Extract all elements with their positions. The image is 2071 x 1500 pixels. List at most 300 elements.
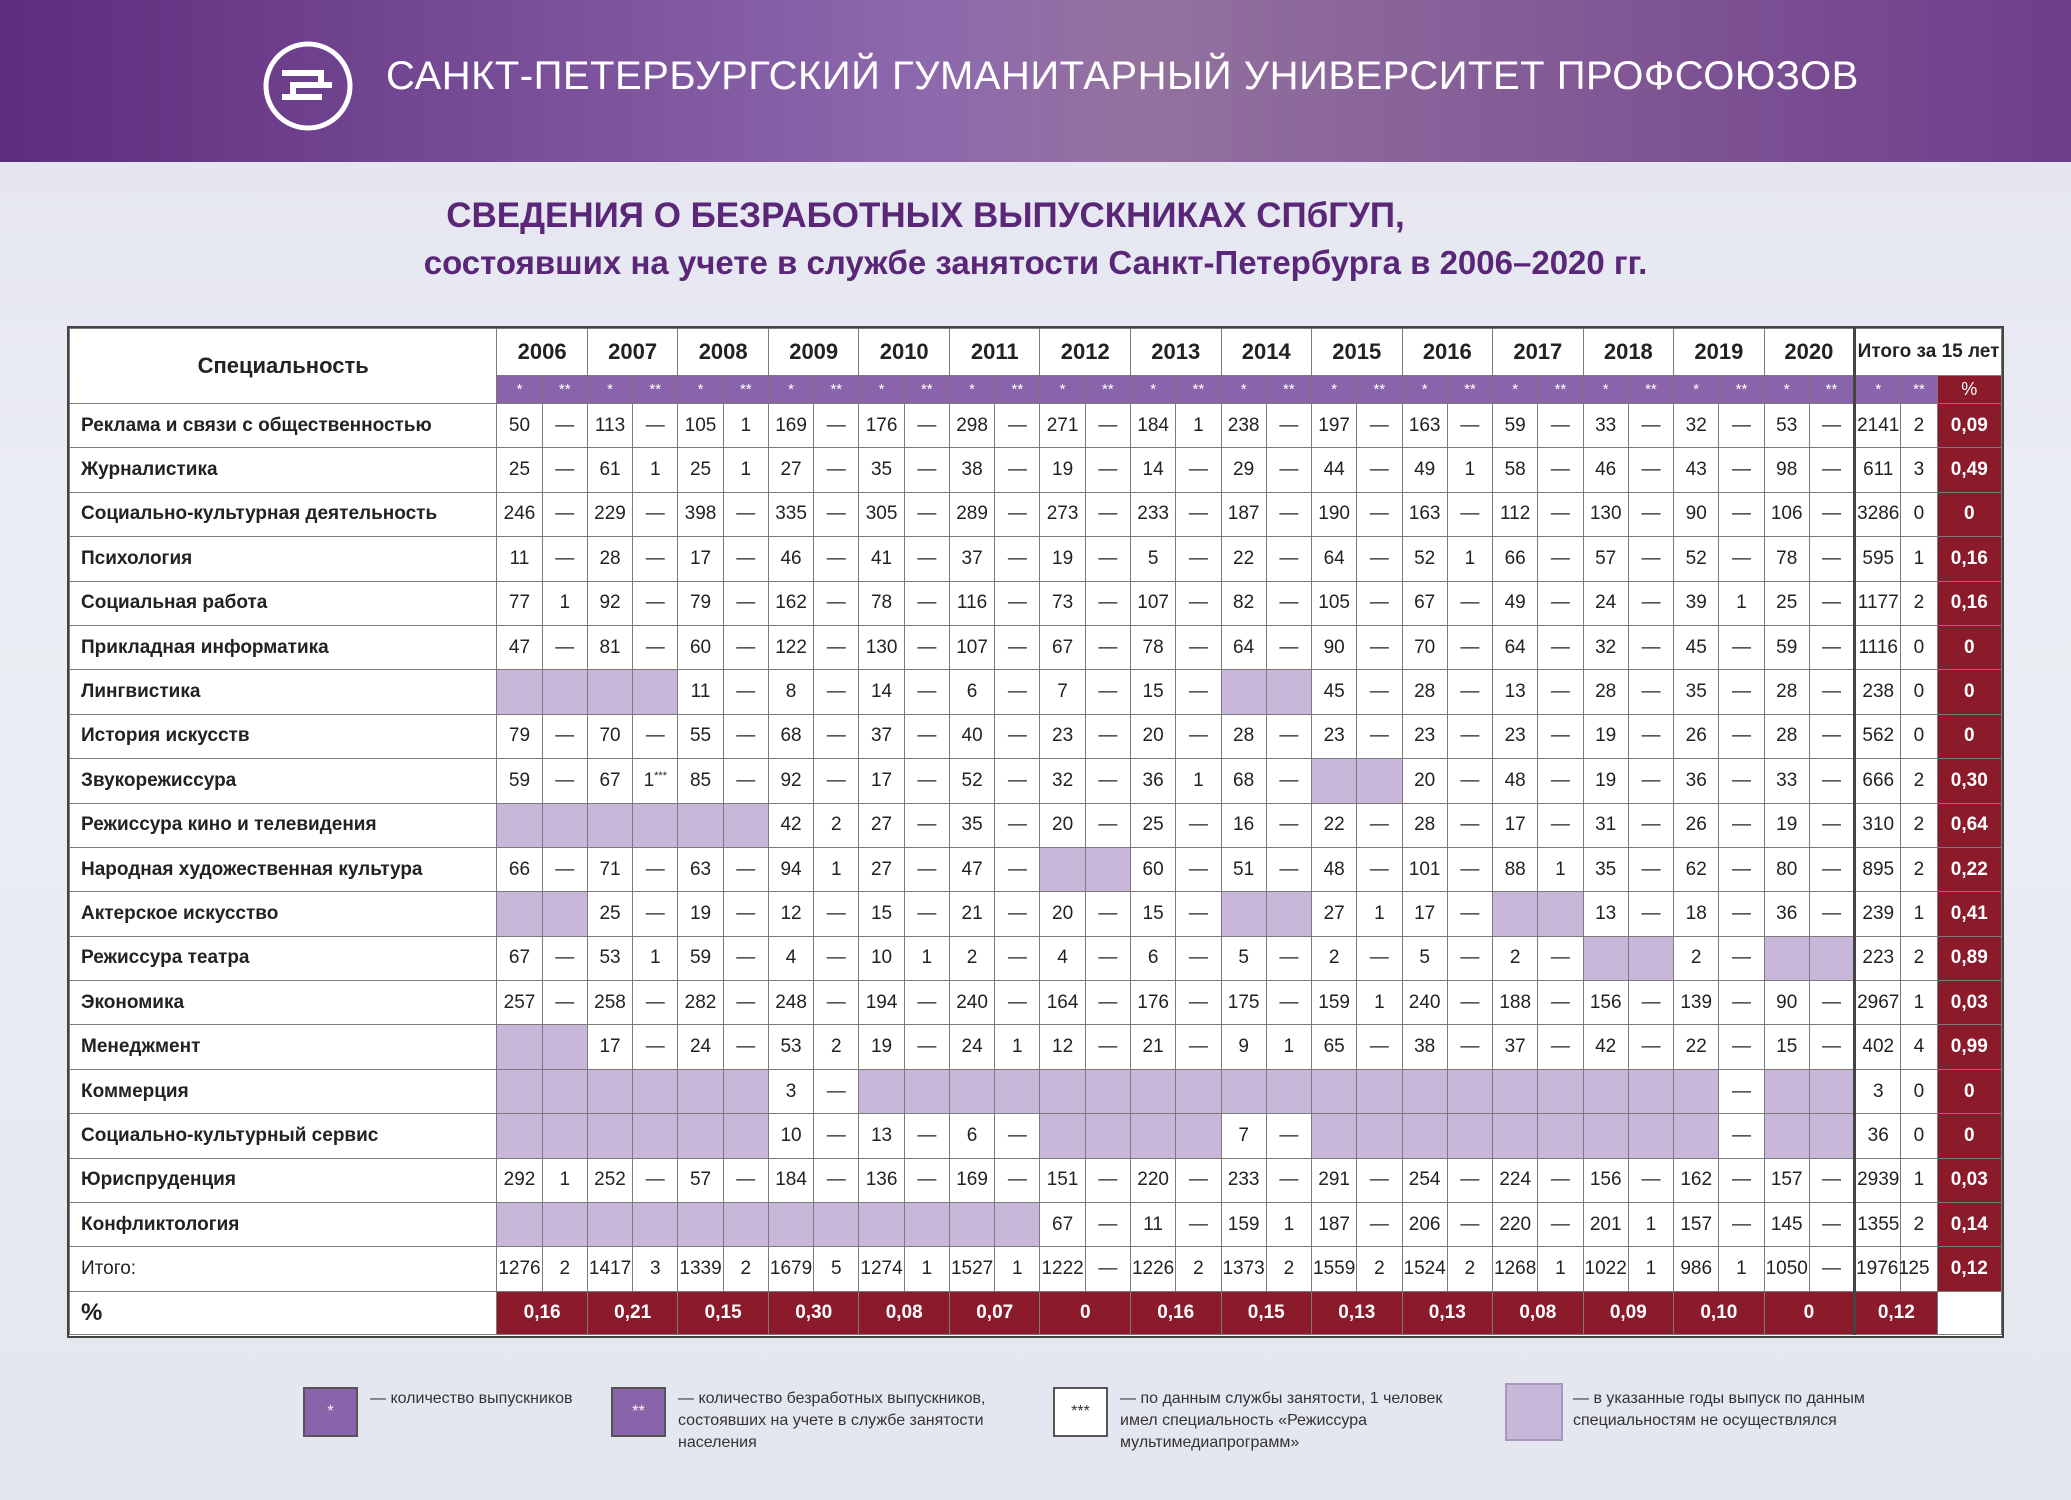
- unemployed-cell: —: [1809, 492, 1854, 536]
- graduates-cell: 62: [1674, 847, 1719, 891]
- unemployed-cell: —: [1538, 1025, 1583, 1069]
- not-offered-cell: [859, 1203, 904, 1247]
- graduates-cell: 107: [1130, 581, 1175, 625]
- graduates-cell: 23: [1040, 714, 1085, 758]
- unemployed-cell: 1***: [633, 759, 678, 803]
- unemployed-cell: —: [1538, 670, 1583, 714]
- unemployed-cell: —: [723, 714, 768, 758]
- unemployed-cell: —: [723, 581, 768, 625]
- unemployed-cell: —: [995, 581, 1040, 625]
- year-percent-cell: 0,10: [1674, 1291, 1765, 1334]
- unemployed-cell: —: [904, 847, 949, 891]
- not-offered-cell: [542, 1203, 587, 1247]
- total-unemployed-cell: 0: [1901, 625, 1937, 669]
- graduates-cell: 2: [1674, 936, 1719, 980]
- unemployed-cell: 2: [542, 1247, 587, 1291]
- graduates-cell: 113: [587, 404, 632, 448]
- graduates-cell: 258: [587, 981, 632, 1025]
- graduates-cell: 8: [768, 670, 813, 714]
- graduates-cell: 46: [768, 537, 813, 581]
- column-header-unemployed: **: [1357, 376, 1402, 404]
- unemployed-cell: —: [1266, 759, 1311, 803]
- graduates-cell: 67: [1402, 581, 1447, 625]
- unemployed-cell: —: [904, 1025, 949, 1069]
- not-offered-cell: [859, 1069, 904, 1113]
- unemployed-cell: —: [1538, 803, 1583, 847]
- graduates-cell: 20: [1130, 714, 1175, 758]
- total-graduates-cell: 238: [1855, 670, 1901, 714]
- graduates-cell: 289: [949, 492, 994, 536]
- unemployed-cell: —: [1085, 448, 1130, 492]
- not-offered-cell: [542, 892, 587, 936]
- graduates-cell: 11: [678, 670, 723, 714]
- unemployment-table: [69, 328, 2002, 1335]
- graduates-cell: 70: [1402, 625, 1447, 669]
- unemployed-cell: —: [1809, 1247, 1854, 1291]
- percent-cell: 0,64: [1937, 803, 2001, 847]
- unemployed-cell: —: [1628, 714, 1673, 758]
- graduates-cell: 37: [949, 537, 994, 581]
- table-row: [70, 1114, 2002, 1158]
- graduates-cell: 90: [1764, 981, 1809, 1025]
- graduates-cell: 238: [1221, 404, 1266, 448]
- graduates-cell: 157: [1674, 1203, 1719, 1247]
- graduates-cell: 60: [678, 625, 723, 669]
- unemployed-cell: —: [1085, 936, 1130, 980]
- graduates-cell: 298: [949, 404, 994, 448]
- unemployed-cell: 1: [995, 1247, 1040, 1291]
- graduates-cell: 64: [1221, 625, 1266, 669]
- unemployed-cell: —: [1719, 847, 1764, 891]
- percent-cell: 0: [1937, 625, 2001, 669]
- not-offered-cell: [497, 1025, 542, 1069]
- graduates-cell: 194: [859, 981, 904, 1025]
- unemployed-cell: —: [814, 448, 859, 492]
- graduates-cell: 38: [1402, 1025, 1447, 1069]
- graduates-cell: 1417: [587, 1247, 632, 1291]
- graduates-cell: 32: [1674, 404, 1719, 448]
- unemployed-cell: —: [1357, 803, 1402, 847]
- graduates-cell: 29: [1221, 448, 1266, 492]
- unemployed-cell: —: [1085, 492, 1130, 536]
- graduates-cell: 28: [1221, 714, 1266, 758]
- unemployed-cell: —: [633, 625, 678, 669]
- graduates-cell: 59: [1493, 404, 1538, 448]
- unemployed-cell: —: [995, 803, 1040, 847]
- unemployed-cell: —: [1809, 448, 1854, 492]
- specialty-name: Итого:: [70, 1247, 497, 1291]
- graduates-cell: 233: [1221, 1158, 1266, 1202]
- column-header-graduates: *: [497, 376, 542, 404]
- table-row: [70, 670, 2002, 714]
- column-header-unemployed: **: [904, 376, 949, 404]
- unemployed-cell: 1: [1538, 1247, 1583, 1291]
- unemployed-cell: —: [995, 448, 1040, 492]
- footnote-mark: ***: [654, 769, 667, 782]
- not-offered-cell: [723, 1114, 768, 1158]
- total-graduates-cell: 2967: [1855, 981, 1901, 1025]
- unemployed-cell: —: [1085, 1203, 1130, 1247]
- unemployed-cell: —: [1628, 759, 1673, 803]
- year-percent-cell: 0,21: [587, 1291, 678, 1334]
- unemployed-cell: —: [1266, 581, 1311, 625]
- graduates-cell: 187: [1312, 1203, 1357, 1247]
- graduates-cell: 220: [1493, 1203, 1538, 1247]
- unemployed-cell: —: [1538, 404, 1583, 448]
- unemployed-cell: —: [1447, 759, 1492, 803]
- not-offered-cell: [814, 1203, 859, 1247]
- graduates-cell: 22: [1221, 537, 1266, 581]
- graduates-cell: 116: [949, 581, 994, 625]
- unemployed-cell: —: [542, 759, 587, 803]
- unemployed-cell: —: [1628, 670, 1673, 714]
- percent-row-label: %: [70, 1291, 497, 1334]
- not-offered-cell: [1312, 759, 1357, 803]
- graduates-cell: 42: [1583, 1025, 1628, 1069]
- total-unemployed-cell: 2: [1901, 936, 1937, 980]
- unemployed-cell: —: [1809, 625, 1854, 669]
- not-offered-cell: [633, 670, 678, 714]
- unemployed-cell: —: [1538, 537, 1583, 581]
- percent-cell: 0,22: [1937, 847, 2001, 891]
- unemployed-cell: —: [1447, 625, 1492, 669]
- graduates-cell: 59: [1764, 625, 1809, 669]
- unemployed-cell: —: [1447, 1158, 1492, 1202]
- graduates-cell: 240: [1402, 981, 1447, 1025]
- graduates-cell: 2: [1493, 936, 1538, 980]
- unemployed-cell: —: [1538, 492, 1583, 536]
- unemployed-cell: —: [1809, 847, 1854, 891]
- unemployed-cell: —: [1809, 1158, 1854, 1202]
- column-header-year: 2006: [497, 329, 588, 376]
- column-header-graduates: *: [1583, 376, 1628, 404]
- legend-text-footnote: — по данным службы занятости, 1 человек имел специальность «Режиссура мультимедиапрограмм»: [1120, 1390, 1443, 1451]
- column-header-unemployed: **: [995, 376, 1040, 404]
- unemployed-cell: —: [723, 759, 768, 803]
- graduates-cell: 52: [1674, 537, 1719, 581]
- unemployed-cell: —: [1719, 625, 1764, 669]
- column-header-unemployed: **: [1901, 376, 1937, 404]
- percent-cell: 0,99: [1937, 1025, 2001, 1069]
- graduates-cell: 986: [1674, 1247, 1719, 1291]
- not-offered-cell: [1538, 1069, 1583, 1113]
- column-header-unemployed: **: [1176, 376, 1221, 404]
- graduates-cell: 60: [1130, 847, 1175, 891]
- unemployed-cell: —: [814, 581, 859, 625]
- not-offered-cell: [1674, 1114, 1719, 1158]
- unemployed-cell: —: [1357, 1158, 1402, 1202]
- graduates-cell: 292: [497, 1158, 542, 1202]
- unemployed-cell: —: [1719, 492, 1764, 536]
- graduates-cell: 17: [1402, 892, 1447, 936]
- unemployed-cell: —: [814, 892, 859, 936]
- percent-cell: 0: [1937, 492, 2001, 536]
- graduates-cell: 2: [1312, 936, 1357, 980]
- specialty-name: История искусств: [70, 714, 497, 758]
- unemployed-cell: 1: [1719, 581, 1764, 625]
- column-header-year: 2020: [1764, 329, 1855, 376]
- column-header-graduates: *: [1130, 376, 1175, 404]
- graduates-cell: 201: [1583, 1203, 1628, 1247]
- unemployed-cell: 1: [1447, 448, 1492, 492]
- graduates-cell: 15: [1764, 1025, 1809, 1069]
- unemployed-cell: 5: [814, 1247, 859, 1291]
- graduates-cell: 50: [497, 404, 542, 448]
- graduates-cell: 156: [1583, 981, 1628, 1025]
- percent-cell: 0: [1937, 1069, 2001, 1113]
- graduates-cell: 112: [1493, 492, 1538, 536]
- specialty-name: Юриспруденция: [70, 1158, 497, 1202]
- unemployed-cell: —: [633, 847, 678, 891]
- unemployed-cell: 2: [1357, 1247, 1402, 1291]
- graduates-cell: 9: [1221, 1025, 1266, 1069]
- graduates-cell: 35: [1583, 847, 1628, 891]
- unemployed-cell: —: [723, 537, 768, 581]
- unemployed-cell: —: [904, 670, 949, 714]
- column-header-graduates: *: [1402, 376, 1447, 404]
- unemployed-cell: —: [904, 1114, 949, 1158]
- graduates-cell: 184: [768, 1158, 813, 1202]
- graduates-cell: 68: [1221, 759, 1266, 803]
- unemployed-cell: —: [1538, 581, 1583, 625]
- column-header-unemployed: **: [1085, 376, 1130, 404]
- unemployed-cell: —: [1538, 714, 1583, 758]
- graduates-cell: 398: [678, 492, 723, 536]
- graduates-cell: 27: [768, 448, 813, 492]
- not-offered-cell: [1312, 1114, 1357, 1158]
- not-offered-cell: [587, 670, 632, 714]
- graduates-cell: 19: [678, 892, 723, 936]
- specialty-name: Режиссура кино и телевидения: [70, 803, 497, 847]
- column-header-graduates: *: [859, 376, 904, 404]
- empty-cell: [1937, 1291, 2001, 1334]
- graduates-cell: 98: [1764, 448, 1809, 492]
- university-name: САНКТ-ПЕТЕРБУРГСКИЙ ГУМАНИТАРНЫЙ УНИВЕРСИТЕТ ПРОФСОЮЗОВ: [386, 54, 1859, 98]
- graduates-cell: 49: [1493, 581, 1538, 625]
- graduates-cell: 46: [1583, 448, 1628, 492]
- unemployed-cell: —: [1447, 670, 1492, 714]
- unemployed-cell: —: [1266, 1158, 1311, 1202]
- legend-box-not-offered: [1505, 1383, 1563, 1441]
- column-header-graduates: *: [678, 376, 723, 404]
- unemployed-cell: 2: [1266, 1247, 1311, 1291]
- graduates-cell: 63: [678, 847, 723, 891]
- unemployed-cell: —: [1357, 847, 1402, 891]
- graduates-cell: 5: [1221, 936, 1266, 980]
- graduates-cell: 101: [1402, 847, 1447, 891]
- graduates-cell: 52: [949, 759, 994, 803]
- graduates-cell: 157: [1764, 1158, 1809, 1202]
- column-header-year: 2019: [1674, 329, 1765, 376]
- unemployed-cell: —: [1628, 448, 1673, 492]
- not-offered-cell: [1493, 1069, 1538, 1113]
- unemployed-cell: —: [814, 404, 859, 448]
- percent-cell: 0: [1937, 670, 2001, 714]
- graduates-cell: 47: [497, 625, 542, 669]
- total-unemployed-cell: 1: [1901, 981, 1937, 1025]
- table-row: [70, 537, 2002, 581]
- graduates-cell: 7: [1040, 670, 1085, 714]
- graduates-cell: 80: [1764, 847, 1809, 891]
- unemployed-cell: —: [1176, 448, 1221, 492]
- graduates-cell: 59: [497, 759, 542, 803]
- graduates-cell: 14: [859, 670, 904, 714]
- percent-cell: 0,14: [1937, 1203, 2001, 1247]
- graduates-cell: 36: [1674, 759, 1719, 803]
- total-graduates-cell: 1177: [1855, 581, 1901, 625]
- specialty-name: Реклама и связи с общественностью: [70, 404, 497, 448]
- unemployed-cell: —: [1538, 448, 1583, 492]
- graduates-cell: 26: [1674, 714, 1719, 758]
- column-header-graduates: *: [1764, 376, 1809, 404]
- unemployed-cell: —: [1176, 1025, 1221, 1069]
- graduates-cell: 13: [1583, 892, 1628, 936]
- graduates-cell: 77: [497, 581, 542, 625]
- unemployed-cell: 1: [1266, 1203, 1311, 1247]
- unemployed-cell: 2: [814, 803, 859, 847]
- total-graduates-cell: 562: [1855, 714, 1901, 758]
- unemployed-cell: —: [542, 492, 587, 536]
- graduates-cell: 25: [1130, 803, 1175, 847]
- graduates-cell: 24: [1583, 581, 1628, 625]
- graduates-cell: 53: [768, 1025, 813, 1069]
- column-header-year: 2010: [859, 329, 950, 376]
- graduates-cell: 271: [1040, 404, 1085, 448]
- not-offered-cell: [633, 1203, 678, 1247]
- unemployed-cell: —: [1085, 892, 1130, 936]
- column-header-graduates: *: [1221, 376, 1266, 404]
- unemployed-cell: 1: [633, 936, 678, 980]
- total-unemployed-cell: 0: [1901, 670, 1937, 714]
- total-unemployed-cell: 2: [1901, 803, 1937, 847]
- not-offered-cell: [1221, 1069, 1266, 1113]
- table-row: [70, 803, 2002, 847]
- graduates-cell: 10: [859, 936, 904, 980]
- not-offered-cell: [1809, 1114, 1854, 1158]
- graduates-cell: 240: [949, 981, 994, 1025]
- percent-cell: 0,30: [1937, 759, 2001, 803]
- graduates-cell: 38: [949, 448, 994, 492]
- unemployed-cell: —: [1266, 537, 1311, 581]
- unemployed-cell: 1: [1628, 1203, 1673, 1247]
- graduates-cell: 35: [859, 448, 904, 492]
- graduates-cell: 53: [1764, 404, 1809, 448]
- graduates-cell: 28: [1764, 714, 1809, 758]
- graduates-cell: 305: [859, 492, 904, 536]
- unemployed-cell: —: [1447, 714, 1492, 758]
- unemployed-cell: —: [633, 581, 678, 625]
- graduates-cell: 59: [678, 936, 723, 980]
- not-offered-cell: [497, 1114, 542, 1158]
- total-graduates-cell: 595: [1855, 537, 1901, 581]
- unemployed-cell: —: [633, 537, 678, 581]
- graduates-cell: 1050: [1764, 1247, 1809, 1291]
- graduates-cell: 39: [1674, 581, 1719, 625]
- unemployed-cell: —: [1809, 537, 1854, 581]
- not-offered-cell: [678, 1114, 723, 1158]
- graduates-cell: 64: [1312, 537, 1357, 581]
- graduates-cell: 82: [1221, 581, 1266, 625]
- unemployed-cell: —: [904, 803, 949, 847]
- graduates-cell: 122: [768, 625, 813, 669]
- unemployed-cell: —: [1719, 404, 1764, 448]
- graduates-cell: 106: [1764, 492, 1809, 536]
- not-offered-cell: [678, 803, 723, 847]
- not-offered-cell: [542, 1114, 587, 1158]
- not-offered-cell: [1628, 1114, 1673, 1158]
- not-offered-cell: [1583, 936, 1628, 980]
- unemployed-cell: —: [1719, 1114, 1764, 1158]
- unemployed-cell: —: [723, 981, 768, 1025]
- graduates-cell: 67: [1040, 625, 1085, 669]
- graduates-cell: 49: [1402, 448, 1447, 492]
- graduates-cell: 13: [859, 1114, 904, 1158]
- graduates-cell: 1527: [949, 1247, 994, 1291]
- not-offered-cell: [1538, 1114, 1583, 1158]
- unemployed-cell: —: [1357, 1025, 1402, 1069]
- unemployed-cell: —: [1809, 892, 1854, 936]
- graduates-cell: 20: [1040, 803, 1085, 847]
- page-title: СВЕДЕНИЯ О БЕЗРАБОТНЫХ ВЫПУСКНИКАХ СПбГУП,: [446, 196, 1405, 235]
- unemployed-cell: —: [1085, 404, 1130, 448]
- header-banner: [0, 0, 2071, 162]
- unemployed-cell: —: [1266, 448, 1311, 492]
- unemployed-cell: —: [1176, 892, 1221, 936]
- total-graduates-cell: 895: [1855, 847, 1901, 891]
- graduates-cell: 27: [859, 803, 904, 847]
- graduates-cell: 19: [1040, 537, 1085, 581]
- legend-box-graduates: *: [303, 1387, 358, 1437]
- unemployed-cell: —: [814, 714, 859, 758]
- graduates-cell: 176: [1130, 981, 1175, 1025]
- graduates-cell: 7: [1221, 1114, 1266, 1158]
- graduates-cell: 11: [497, 537, 542, 581]
- unemployed-cell: —: [1538, 759, 1583, 803]
- graduates-cell: 17: [1493, 803, 1538, 847]
- unemployed-cell: —: [904, 581, 949, 625]
- unemployed-cell: —: [1538, 1158, 1583, 1202]
- specialty-name: Журналистика: [70, 448, 497, 492]
- graduates-cell: 229: [587, 492, 632, 536]
- graduates-cell: 44: [1312, 448, 1357, 492]
- not-offered-cell: [1266, 670, 1311, 714]
- not-offered-cell: [1312, 1069, 1357, 1113]
- total-unemployed-cell: 0: [1901, 492, 1937, 536]
- unemployed-cell: —: [542, 981, 587, 1025]
- unemployed-cell: —: [723, 892, 768, 936]
- graduates-cell: 85: [678, 759, 723, 803]
- total-unemployed-cell: 4: [1901, 1025, 1937, 1069]
- not-offered-cell: [497, 1069, 542, 1113]
- not-offered-cell: [1357, 759, 1402, 803]
- unemployed-cell: —: [1176, 714, 1221, 758]
- percent-cell: 0,03: [1937, 1158, 2001, 1202]
- graduates-cell: 73: [1040, 581, 1085, 625]
- graduates-cell: 21: [1130, 1025, 1175, 1069]
- unemployed-cell: —: [995, 625, 1040, 669]
- column-header-graduates: *: [1312, 376, 1357, 404]
- graduates-cell: 51: [1221, 847, 1266, 891]
- unemployed-cell: 1: [542, 1158, 587, 1202]
- graduates-cell: 130: [859, 625, 904, 669]
- unemployed-cell: —: [995, 714, 1040, 758]
- table-row: [70, 1247, 2002, 1291]
- graduates-cell: 10: [768, 1114, 813, 1158]
- graduates-cell: 257: [497, 981, 542, 1025]
- unemployed-cell: —: [1176, 537, 1221, 581]
- unemployed-cell: —: [1809, 581, 1854, 625]
- graduates-cell: 65: [1312, 1025, 1357, 1069]
